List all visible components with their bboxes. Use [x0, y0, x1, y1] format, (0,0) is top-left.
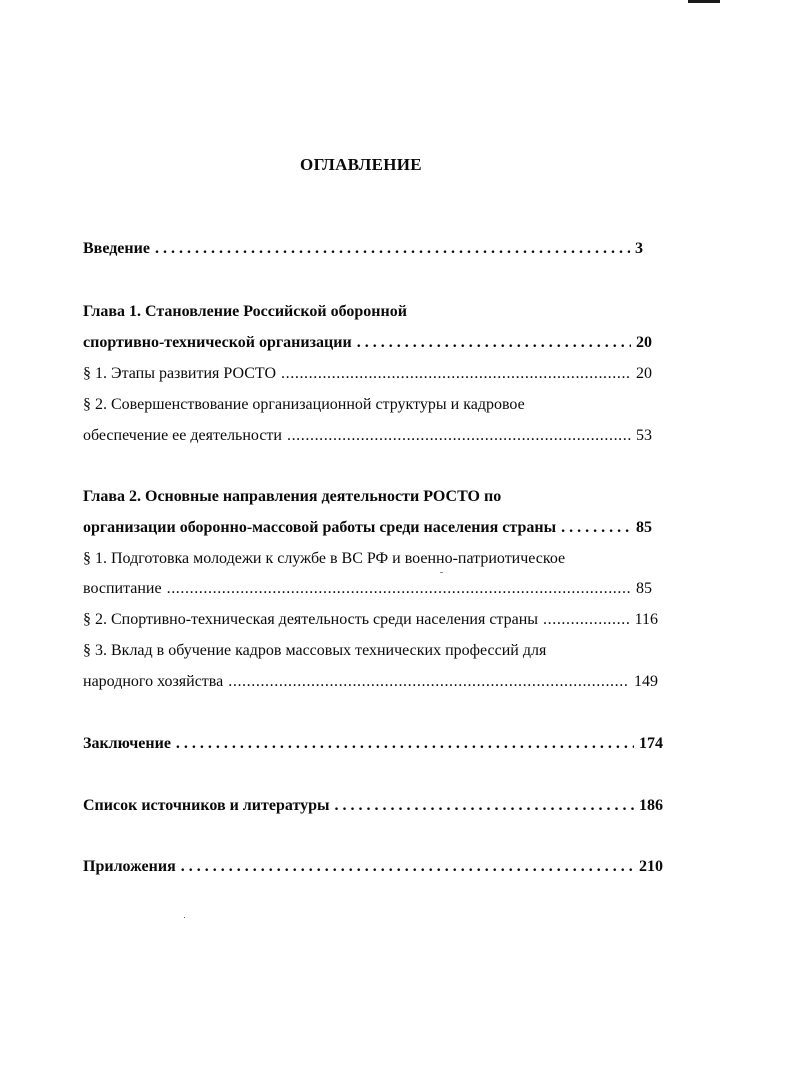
dot-leader — [167, 580, 631, 598]
toc-entry-ch2-s2[interactable] — [83, 611, 658, 633]
dot-leader — [561, 519, 631, 537]
dot-leader — [228, 673, 629, 691]
toc-entry-ch2-s3[interactable] — [83, 673, 658, 695]
toc-entry-ch1-s1[interactable] — [83, 365, 652, 387]
toc-entry-ch1-s2-line1[interactable]: § 2. Совершенствование организационной структуры и кадровое — [83, 396, 525, 413]
toc-entry-ch2-s1[interactable] — [83, 580, 652, 602]
dot-leader — [287, 427, 631, 445]
toc-entry-ch1-s2[interactable] — [83, 427, 652, 449]
corner-rule — [688, 0, 720, 3]
toc-entry-label: организации оборонно-массовой работы среди населения страны — [83, 519, 557, 536]
toc-entry-label: Заключение — [83, 735, 171, 752]
toc-entry-appendix[interactable] — [83, 858, 663, 880]
dot-leader — [357, 334, 631, 352]
dot-leader — [176, 735, 634, 753]
toc-page-number: 20 — [636, 365, 652, 382]
chapter-2-title-line1[interactable]: Глава 2. Основные направления деятельности РОСТО по — [83, 488, 502, 505]
toc-page-number: 85 — [636, 519, 652, 536]
toc-page-number: 210 — [639, 858, 663, 875]
scan-speck — [440, 572, 443, 573]
toc-page-number: 174 — [639, 735, 663, 752]
toc-entry-sources[interactable] — [83, 797, 663, 819]
toc-page-number: 3 — [635, 240, 643, 257]
toc-entry-label: обеспечение ее деятельности — [83, 427, 282, 444]
toc-entry-label: воспитание — [83, 580, 162, 597]
toc-page-number: 149 — [634, 673, 658, 690]
toc-entry-chapter-2[interactable] — [83, 519, 652, 541]
toc-entry-label: спортивно-технической организации — [83, 334, 352, 351]
toc-page-number: 20 — [636, 334, 652, 351]
dot-leader — [334, 797, 634, 815]
toc-entry-intro[interactable] — [83, 240, 643, 262]
dot-leader — [281, 365, 631, 383]
toc-entry-label: Приложения — [83, 858, 176, 875]
dot-leader — [543, 611, 630, 629]
toc-entry-label: Введение — [83, 240, 150, 257]
dot-leader — [181, 858, 634, 876]
scan-speck — [184, 917, 185, 918]
toc-entry-label: § 2. Спортивно-техническая деятельность среди населения страны — [83, 611, 539, 628]
toc-entry-ch2-s1-line1[interactable]: § 1. Подготовка молодежи к службе в ВС РФ и военно-патриотическое — [83, 550, 566, 567]
toc-page-number: 116 — [634, 611, 658, 628]
toc-title: ОГЛАВЛЕНИЕ — [300, 155, 422, 174]
toc-page-number: 53 — [636, 427, 652, 444]
toc-entry-label: народного хозяйства — [83, 673, 224, 690]
toc-page-number: 186 — [639, 797, 663, 814]
chapter-1-title-line1[interactable]: Глава 1. Становление Российской оборонной — [83, 303, 407, 320]
dot-leader — [155, 240, 630, 258]
toc-entry-ch2-s3-line1[interactable]: § 3. Вклад в обучение кадров массовых технических профессий для — [83, 642, 547, 659]
toc-entry-chapter-1[interactable] — [83, 334, 652, 356]
toc-page-number: 85 — [636, 580, 652, 597]
toc-entry-label: § 1. Этапы развития РОСТО — [83, 365, 277, 382]
toc-entry-conclusion[interactable] — [83, 735, 663, 757]
toc-entry-label: Список источников и литературы — [83, 797, 330, 814]
